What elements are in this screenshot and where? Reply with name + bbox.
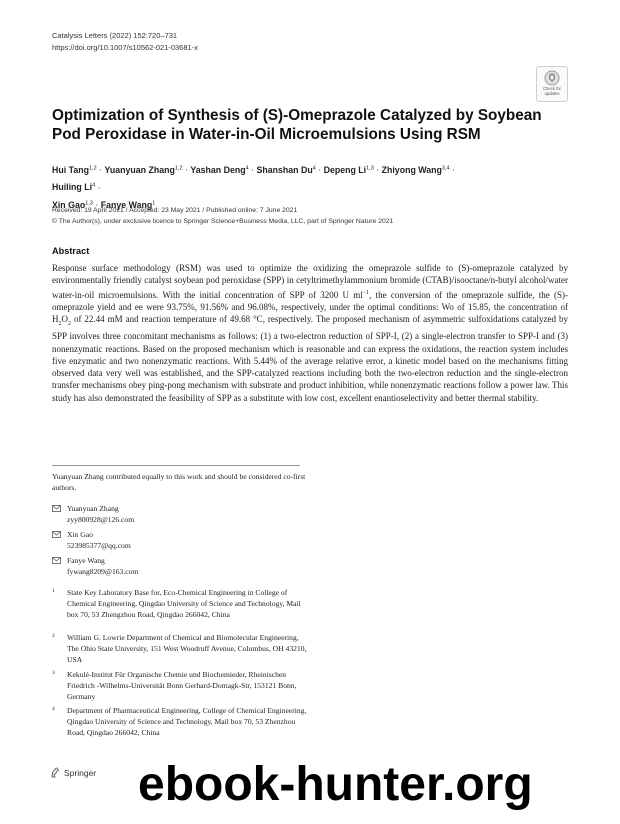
paper-title: Optimization of Synthesis of (S)-Omeprazole Catalyzed by Soybean Pod Peroxidase in Water-in-Oil Microemulsions Using RSM [52, 107, 542, 143]
contact-email[interactable]: 523985377@qq.com [67, 541, 131, 550]
copyright-notice: © The Author(s), under exclusive licence to Springer Science+Business Media, LLC, part of Springer Nature 2021 [52, 218, 394, 225]
author[interactable]: Huiling Li$^4$ [52, 182, 96, 192]
author[interactable]: Fanye Wang$^1$ [100, 199, 156, 210]
author[interactable]: Xin Gao$^{1,3}$ [52, 199, 93, 210]
affiliation-text: Department of Pharmaceutical Engineering, College of Chemical Engineering, Qingdao University of Science and Technology, Mail box 70, 53 Zhenzhou Road, Qingdao 266042, China [67, 706, 307, 737]
footnote-divider [52, 465, 300, 466]
affiliation-number: 2 [52, 633, 55, 639]
contact-name: Yuanyuan Zhang [67, 504, 119, 513]
contact-email[interactable]: fywang8209@163.com [67, 567, 139, 576]
affiliation-text: William G. Lowrie Department of Chemical and Biomolecular Engineering, The Ohio State University, 151 West Woodruff Avenue, Columbus, OH 43210, USA [67, 633, 307, 664]
envelope-icon [52, 531, 61, 538]
author[interactable]: Zhiyong Wang$^{3,4}$ [381, 164, 450, 175]
author-list: Hui Tang$^{1,2}$ · Yuanyuan Zhang$^{1,2}$ · Yashan Deng$^4$ · Shanshan $Du^4$ · Depeng Li$^{1,3}$ · Zhiyong Wang$^{3,4}$ · Huiling $Li^4$ · Xin Gao$^{1,3}$ · Fanye Wang$^1$ [52, 164, 455, 210]
affiliation [52, 632, 312, 665]
affiliation [52, 705, 312, 738]
springer-horse-icon [50, 767, 60, 778]
contact-entry [52, 529, 312, 551]
equal-contribution-note: Yuanyuan Zhang contributed equally to this work and should be considered co-first authors. [52, 472, 306, 492]
contact-name: Fanye Wang [67, 556, 105, 565]
check-updates-icon [544, 70, 560, 86]
journal-citation: Catalysis Letters (2022) 152:720–731 [52, 31, 178, 40]
envelope-icon [52, 557, 61, 564]
author[interactable]: Yuanyuan Zhang$^{1,2}$ [104, 164, 183, 175]
watermark-text: ebook-hunter.org [138, 758, 533, 811]
affiliation [52, 669, 312, 702]
affiliation-text: State Key Laboratory Base for, Eco-Chemical Engineering in College of Chemical Engineering, Qingdao University of Science and Technology, Mail box 70, 53 Zhengzhou Road, Qingdao 266042, China [67, 588, 301, 619]
author[interactable]: Shanshan Du$^4$ [256, 164, 316, 175]
publication-dates: Received: 19 April 2021 / Accepted: 23 May 2021 / Published online: 7 June 2021 [52, 207, 298, 214]
doi-link[interactable]: https://doi.org/10.1007/s10562-021-03681-x [52, 43, 198, 52]
check-for-updates-badge[interactable] [536, 66, 568, 102]
affiliation-number: 3 [52, 670, 55, 676]
envelope-icon [52, 505, 61, 512]
author[interactable]: Depeng Li$^{1,3}$ [323, 164, 374, 175]
affiliation-number: 4 [52, 706, 55, 712]
check-updates-label: Check for updates [543, 86, 561, 96]
contact-entry [52, 503, 312, 525]
author[interactable]: Hui Tang$^{1,2}$ [52, 164, 97, 175]
contact-email[interactable]: zyy800928@126.com [67, 515, 135, 524]
publisher-name: Springer [64, 767, 97, 778]
affiliation-number: 1 [52, 588, 55, 594]
abstract-body: Response surface methodology (RSM) was used to optimize the oxidizing the omeprazole sulfide to (S)-omeprazole catalyzed by environmentally friendly catalyst soybean pod peroxidase (SPP) in cetyltrimethylammonium bromide (CTAB)/isooctane/n-butyl alcohol/water water-in-oil microemulsions. With the initial concentration of SPP of 3200 U $ml^{-1}$, the conversion of the omeprazole sulfide, the (S)-omeprazole yield and ee were 93.75%, 91.56% and 96.08%, respectively, under the optimal conditions: Wo of 15.85, the concentration of $H_2O_2$ of 22.44 mM and reaction temperature of 49.68 °C, respectively. The proposed mechanism of asymmetric sulfoxidations catalyzed by SPP involves three concomitant mechanisms as follows: (1) a two-electron reduction of SPP-I, (2) a single-electron transfer to SPP-I and (3) nonenzymatic reactions. Based on the proposed mechanism which is reasonable and can express the oxidations, the reaction system includes five enzymatic and two nonenzymatic reactions. With 5.44% of the average relative error, a kinetic model based on the mechanisms fitting observed data very well was established, and the SPP-catalyzed reactions including both the two-electron reduction and the single-electron transfer mechanisms obey ping-pong mechanism with substrate and product inhibition, while nonenzymatic reactions follow a power law. This study has also demonstrated the feasibility of SPP as a substitute with low cost, excellent enantioselectivity and better thermal stability. [52, 263, 568, 403]
publisher-logo [50, 767, 96, 778]
affiliation [52, 587, 312, 620]
author[interactable]: Yashan Deng$^4$ [190, 164, 249, 175]
affiliation-text: Kekulé-Institut Für Organische Chemie und Biochemieder, Rheinischen Friedrich -Wilhelms-Universität Bonn Gerhard-Domagk-Str, 153121 Bonn, Germany [67, 670, 297, 701]
abstract-heading: Abstract [52, 246, 90, 256]
contact-name: Xin Gao [67, 530, 93, 539]
contact-entry [52, 555, 312, 577]
